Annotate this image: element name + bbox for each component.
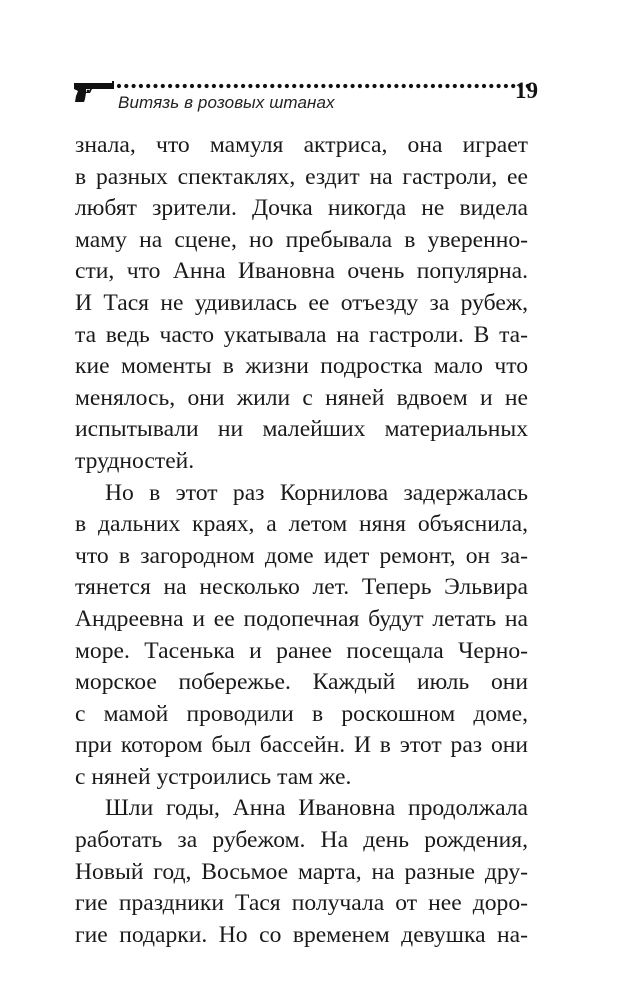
text-line: Новый год, Восьмое марта, на разные дру-	[75, 858, 528, 885]
text-line: работать за рубежом. На день рождения,	[75, 827, 528, 854]
text-line: в дальних краях, а летом няня объяснила,	[75, 511, 528, 538]
text-line: с мамой проводили в роскошном доме,	[75, 700, 528, 727]
text-line: в разных спектаклях, ездит на гастроли, ее	[75, 163, 528, 190]
text-line: Но в этот раз Корнилова задержалась	[105, 479, 528, 506]
text-line: любят зрители. Дочка никогда не видела	[75, 195, 528, 222]
text-line: маму на сцене, но пребывала в уверенно-	[75, 226, 528, 253]
paragraph	[75, 130, 528, 478]
text-line: морское побережье. Каждый июль они	[75, 669, 528, 696]
paragraph	[75, 478, 528, 794]
text-line: трудностей.	[75, 447, 195, 474]
text-line: гие подарки. Но со временем девушка на-	[75, 921, 528, 948]
text-line: знала, что мамуля актриса, она играет	[75, 132, 528, 158]
dotted-rule	[116, 82, 532, 90]
text-line: гие праздники Тася получала от нее доро-	[75, 890, 528, 917]
text-line: тянется на несколько лет. Теперь Эльвира	[75, 574, 528, 601]
body-text	[75, 130, 528, 951]
text-line: Андреевна и ее подопечная будут летать на	[75, 605, 528, 632]
paragraph	[75, 793, 528, 951]
text-line: с няней устроились там же.	[75, 763, 352, 790]
page-number: 19	[515, 78, 538, 103]
text-line: что в загородном доме идет ремонт, он за-	[75, 542, 528, 569]
page-header	[72, 70, 538, 120]
text-line: та ведь часто укатывала на гастроли. В та-	[75, 321, 528, 348]
text-line: кие моменты в жизни подростка мало что	[75, 353, 528, 380]
text-line: менялось, они жили с няней вдвоем и не	[75, 384, 528, 411]
running-title: Витязь в розовых штанах	[118, 93, 335, 112]
text-line: сти, что Анна Ивановна очень популярна.	[75, 258, 528, 285]
text-line: испытывали ни малейших материальных	[75, 416, 528, 443]
text-line: И Тася не удивилась ее отъезду за рубеж,	[75, 289, 528, 316]
pistol-icon	[72, 79, 116, 103]
text-line: море. Тасенька и ранее посещала Черно-	[75, 637, 528, 664]
text-line: при котором был бассейн. И в этот раз они	[75, 732, 528, 759]
text-line: Шли годы, Анна Ивановна продолжала	[105, 795, 528, 822]
